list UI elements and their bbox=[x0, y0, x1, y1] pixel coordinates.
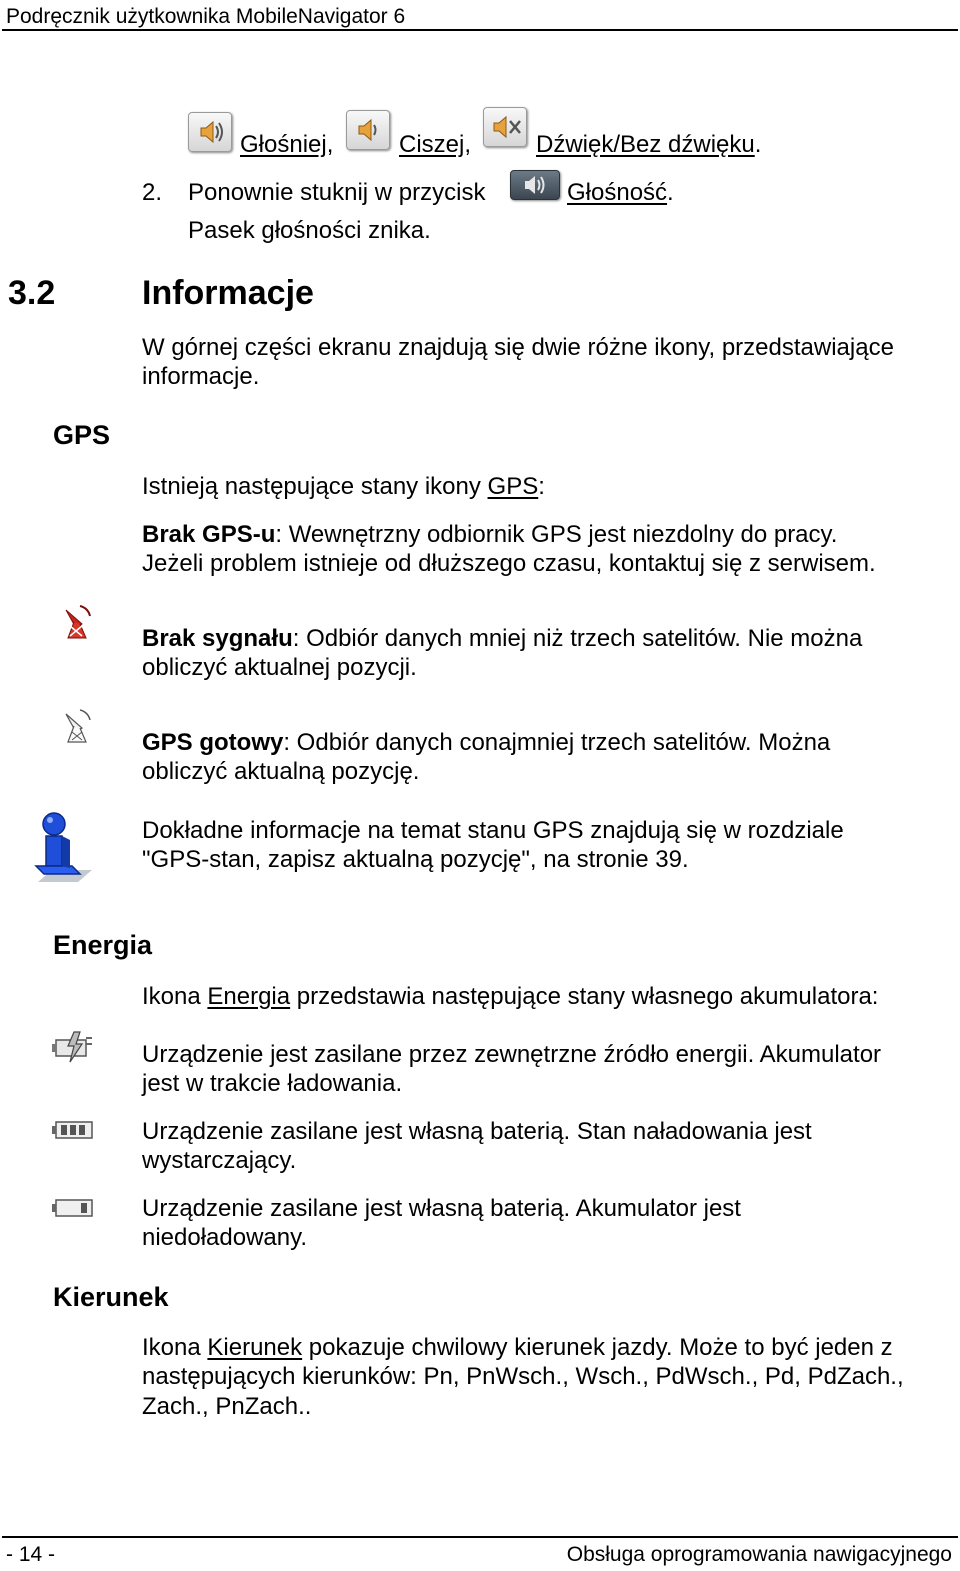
gps-heading: GPS bbox=[53, 420, 111, 450]
direction-line2: następujących kierunków: Pn, PnWsch., Wsch., PdWsch., Pd, PdZach., bbox=[142, 1363, 904, 1390]
energy-heading: Energia bbox=[53, 930, 153, 960]
battery-ok-line1: Urządzenie zasilane jest własną baterią. Stan naładowania jest bbox=[142, 1118, 812, 1145]
footer-divider bbox=[2, 1536, 958, 1538]
page-header-title: Podręcznik użytkownika MobileNavigator 6 bbox=[6, 5, 406, 28]
satellite-ready-icon bbox=[60, 706, 94, 746]
satellite-no-signal-icon bbox=[60, 602, 94, 642]
battery-full-icon bbox=[52, 1119, 96, 1141]
battery-low-line1: Urządzenie zasilane jest własną baterią. Akumulator jest bbox=[142, 1195, 741, 1222]
direction-link[interactable]: Kierunek bbox=[207, 1334, 303, 1361]
separator-comma: , bbox=[326, 131, 334, 158]
gps-ready-line2: obliczyć aktualną pozycję. bbox=[142, 758, 420, 785]
external-power-icon bbox=[52, 1030, 96, 1064]
step-number: 2. bbox=[142, 179, 163, 206]
mute-link[interactable]: Dźwięk/Bez dźwięku bbox=[536, 131, 755, 158]
energy-intro-prefix: Ikona bbox=[142, 983, 208, 1010]
footer-chapter: Obsługa oprogramowania nawigacyjnego bbox=[566, 1543, 952, 1566]
step-text: Ponownie stuknij w przycisk bbox=[188, 179, 486, 206]
no-signal-label: Brak sygnału bbox=[142, 625, 293, 652]
no-gps-text: : Wewnętrzny odbiornik GPS jest niezdolny do pracy. bbox=[275, 521, 838, 548]
info-icon bbox=[30, 810, 100, 884]
external-power-line1: Urządzenie jest zasilane przez zewnętrzne źródło energii. Akumulator bbox=[142, 1041, 882, 1068]
gps-states-prefix: Istnieją następujące stany ikony bbox=[142, 473, 488, 500]
gps-info-line2: "GPS-stan, zapisz aktualną pozycję", na stronie 39. bbox=[142, 846, 689, 873]
direction-intro-suffix: pokazuje chwilowy kierunek jazdy. Może to być jeden z bbox=[302, 1334, 893, 1361]
gps-ready-label: GPS gotowy bbox=[142, 729, 284, 756]
mute-icon bbox=[483, 107, 527, 147]
section-intro-line2: informacje. bbox=[142, 363, 260, 390]
direction-line3: Zach., PnZach.. bbox=[142, 1393, 312, 1420]
volume-up-link[interactable]: Głośniej bbox=[240, 131, 327, 158]
section-title: Informacje bbox=[142, 274, 314, 312]
gps-info-line1: Dokładne informacje na temat stanu GPS znajdują się w rozdziale bbox=[142, 817, 844, 844]
no-gps-line2: Jeżeli problem istnieje od dłuższego czasu, kontaktuj się z serwisem. bbox=[142, 550, 876, 577]
energy-intro-suffix: przedstawia następujące stany własnego akumulatora: bbox=[290, 983, 879, 1010]
section-number: 3.2 bbox=[8, 274, 56, 312]
gps-states-suffix: : bbox=[538, 473, 545, 500]
section-intro-line1: W górnej części ekranu znajdują się dwie różne ikony, przedstawiające bbox=[142, 334, 894, 361]
direction-heading: Kierunek bbox=[53, 1282, 169, 1312]
direction-intro-prefix: Ikona bbox=[142, 1334, 208, 1361]
battery-low-icon bbox=[52, 1197, 96, 1219]
no-signal-line2: obliczyć aktualnej pozycji. bbox=[142, 654, 417, 681]
battery-ok-line2: wystarczający. bbox=[142, 1147, 297, 1174]
gps-ready-text: : Odbiór danych conajmniej trzech satelitów. Można bbox=[283, 729, 831, 756]
volume-down-icon bbox=[346, 110, 390, 150]
volume-button-icon bbox=[510, 170, 560, 200]
volume-up-icon bbox=[188, 112, 232, 152]
external-power-line2: jest w trakcie ładowania. bbox=[142, 1070, 403, 1097]
volume-down-link[interactable]: Ciszej bbox=[399, 131, 465, 158]
battery-low-line2: niedoładowany. bbox=[142, 1224, 308, 1251]
sentence-period: . bbox=[754, 131, 762, 158]
separator-comma: , bbox=[464, 131, 472, 158]
energy-link[interactable]: Energia bbox=[207, 983, 291, 1010]
gps-link[interactable]: GPS bbox=[487, 473, 539, 500]
no-signal-text: : Odbiór danych mniej niż trzech satelitów. Nie można bbox=[292, 625, 863, 652]
step-result: Pasek głośności znika. bbox=[188, 217, 431, 244]
no-gps-label: Brak GPS-u bbox=[142, 521, 276, 548]
header-divider bbox=[2, 29, 958, 31]
page-number: - 14 - bbox=[6, 1543, 56, 1566]
sentence-period: . bbox=[667, 179, 674, 206]
volume-setting-link[interactable]: Głośność bbox=[567, 179, 668, 206]
